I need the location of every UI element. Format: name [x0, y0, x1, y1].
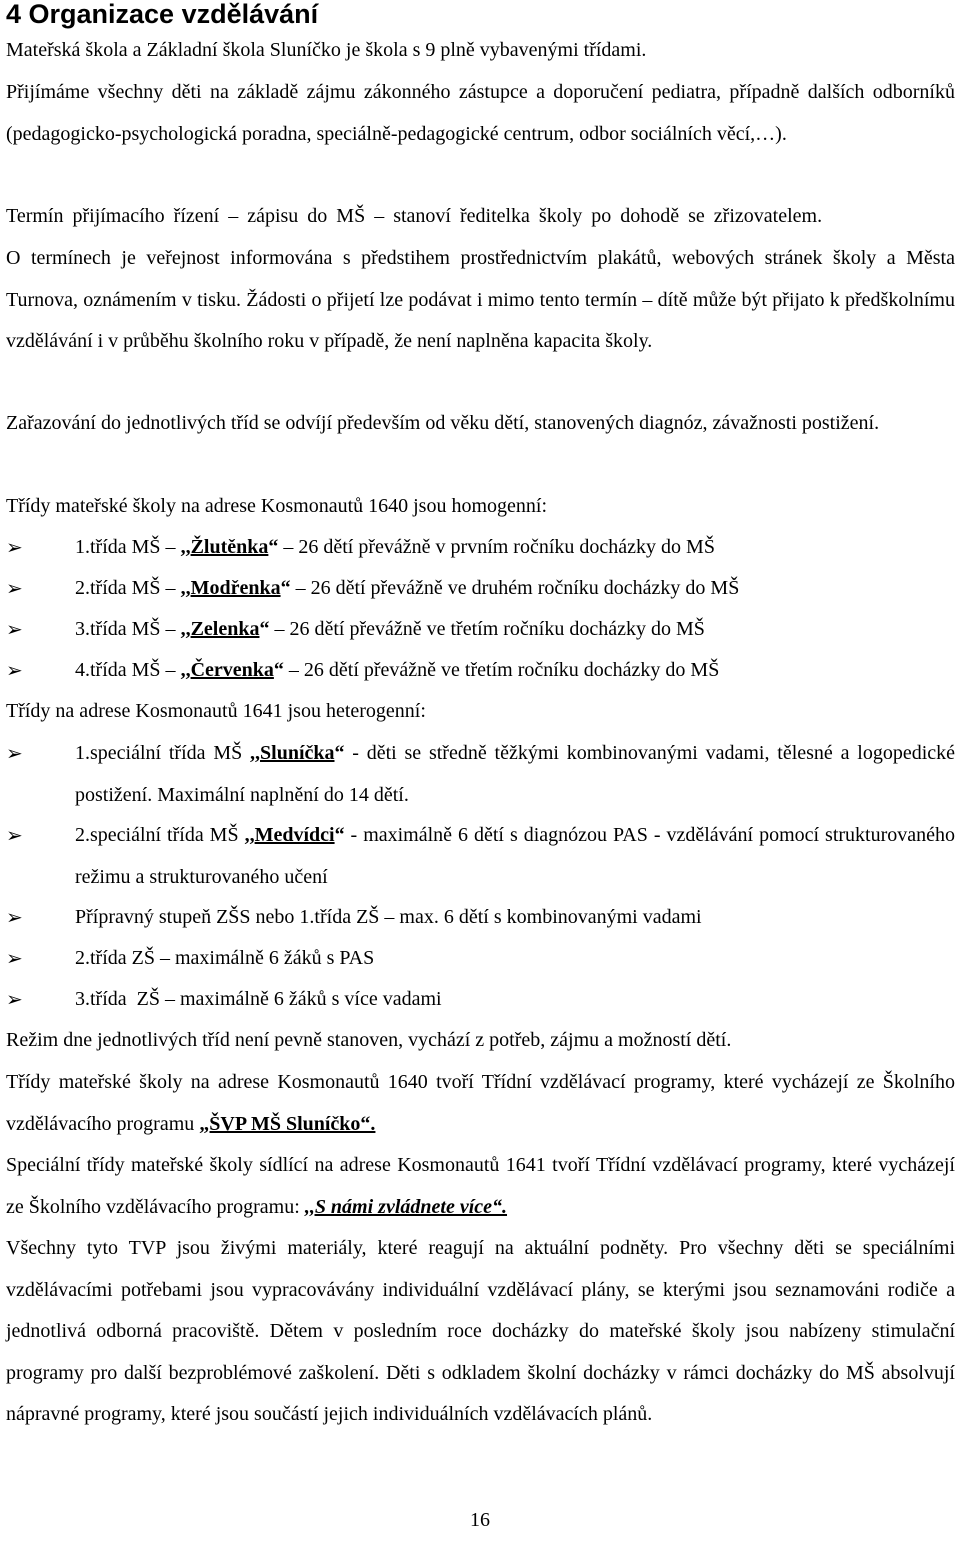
class-name: Sluníčka: [260, 742, 335, 764]
tvp-kindergarten-paragraph: Třídy mateřské školy na adrese Kosmonautů 1640 tvoří Třídní vzdělávací programy, které vycházejí ze Školního vzdělávacího programu „ŠVP MŠ Sluníčko“.: [6, 1071, 955, 1135]
admission-paragraph: Přijímáme všechny děti na základě zájmu zákonného zástupce a doporučení pediatra, případně dalších odborníků (pedagogicko-psychologická poradna, speciálně-pedagogické centrum, odbor sociálních věcí,…).: [6, 81, 955, 145]
heterogeneous-intro: Třídy na adrese Kosmonautů 1641 jsou heterogenní:: [6, 700, 426, 722]
term-paragraph: Termín přijímacího řízení – zápisu do MŠ – stanoví ředitelka školy po dohodě se zřizovatelem.: [6, 205, 823, 227]
svp-special-title: ,,S námi zvládnete více“.: [304, 1195, 508, 1218]
page-number: 16: [470, 1509, 490, 1531]
assign-paragraph: Zařazování do jednotlivých tříd se odvíjí především od věku dětí, stanovených diagnóz, závažnosti postižení.: [6, 412, 880, 434]
homogeneous-intro: Třídy mateřské školy na adrese Kosmonautů 1640 jsou homogenní:: [6, 495, 548, 517]
arrowhead-bullet-icon: ➢: [6, 535, 23, 559]
list-item: ➢ 2.speciální třída MŠ ,,Medvídci“ - maximálně 6 dětí s diagnózou PAS - vzdělávání pomocí strukturovaného režimu a strukturovaného učení: [6, 815, 955, 899]
arrowhead-bullet-icon: ➢: [6, 576, 23, 600]
intro-paragraph: Mateřská škola a Základní škola Sluníčko je škola s 9 plně vybavenými třídami.: [6, 39, 647, 61]
arrowhead-bullet-icon: ➢: [6, 741, 23, 765]
arrowhead-bullet-icon: ➢: [6, 823, 23, 847]
section-heading: 4 Organizace vzdělávání: [6, 0, 319, 29]
tvp-special-paragraph: Speciální třídy mateřské školy sídlící na adrese Kosmonautů 1641 tvoří Třídní vzdělávací programy, které vycházejí ze Školního vzdělávacího programu: ,,S námi zvládnete více“.: [6, 1154, 955, 1218]
class-name: Červenka: [190, 659, 274, 681]
class-name: Modřenka: [190, 577, 281, 599]
regime-paragraph: Režim dne jednotlivých tříd není pevně stanoven, vychází z potřeb, zájmu a možností dětí.: [6, 1029, 732, 1051]
list-item: ➢ 1.speciální třída MŠ ,,Sluníčka“ - děti se středně těžkými kombinovanými vadami, tělesné a logopedické postižení. Maximální naplnění do 14 dětí.: [6, 733, 955, 817]
class-name: Zelenka: [190, 618, 260, 640]
arrowhead-bullet-icon: ➢: [6, 658, 23, 682]
svp-title: „ŠVP MŠ Sluníčko“.: [199, 1112, 376, 1135]
closing-paragraph: Všechny tyto TVP jsou živými materiály, které reagují na aktuální podněty. Pro všechny děti se speciálními vzdělávacími potřebami jsou vypracovávány individuální vzdělávací plány, se kterými jsou seznamováni rodiče a jednotlivá odborná pracoviště. Dětem v posledním roce docházky do mateřské školy jsou nabízeny stimulační programy pro další bezproblémové zaškolení. Děti s odkladem školní docházky v rámci docházky do MŠ absolvují nápravné programy, které jsou součástí jejich individuálních vzdělávacích plánů.: [6, 1237, 955, 1425]
class-name: Medvídci: [254, 824, 335, 846]
class-name: Žlutěnka: [190, 536, 269, 558]
info-paragraph: O termínech je veřejnost informována s předstihem prostřednictvím plakátů, webových stránek školy a Města Turnova, oznámením v tisku. Žádosti o přijetí lze podávat i mimo tento termín – dítě může být přijato k předškolnímu vzdělávání i v průběhu školního roku v případě, že není naplněna kapacita školy.: [6, 247, 955, 352]
arrowhead-bullet-icon: ➢: [6, 946, 23, 970]
arrowhead-bullet-icon: ➢: [6, 987, 23, 1011]
arrowhead-bullet-icon: ➢: [6, 905, 23, 929]
arrowhead-bullet-icon: ➢: [6, 617, 23, 641]
